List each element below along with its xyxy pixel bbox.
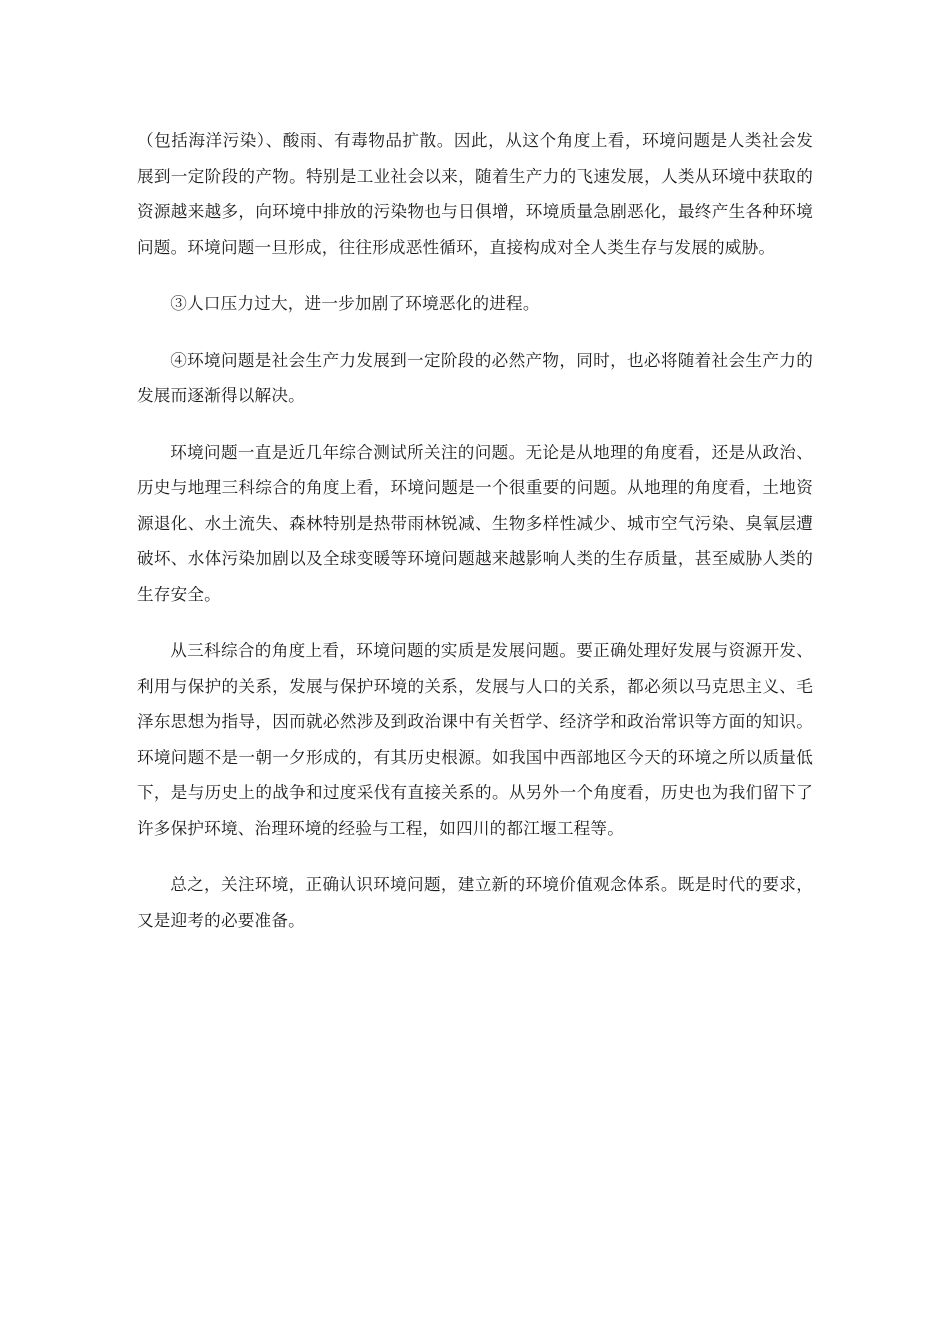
document-body	[137, 123, 813, 959]
paragraph-geography: 环境问题一直是近几年综合测试所关注的问题。无论是从地理的角度看，还是从政治、历史与地理三科综合的角度上看，环境问题是一个很重要的问题。从地理的角度看，土地资源退化、水土流失、森林特别是热带雨林锐减、生物多样性减少、城市空气污染、臭氧层遭破坏、水体污染加剧以及全球变暖等环境问题越来越影响人类的生存质量，甚至威胁人类的生存安全。	[137, 442, 813, 604]
paragraph-three-subjects: 从三科综合的角度上看，环境问题的实质是发展问题。要正确处理好发展与资源开发、利用与保护的关系，发展与保护环境的关系，发展与人口的关系，都必须以马克思主义、毛泽东思想为指导，因而就必然涉及到政治课中有关哲学、经济学和政治常识等方面的知识。环境问题不是一朝一夕形成的，有其历史根源。如我国中西部地区今天的环境之所以质量低下，是与历史上的战争和过度采伐有直接关系的。从另外一个角度看，历史也为我们留下了许多保护环境、治理环境的经验与工程，如四川的都江堰工程等。	[137, 641, 813, 838]
paragraph-continued: （包括海洋污染）、酸雨、有毒物品扩散。因此，从这个角度上看，环境问题是人类社会发展到一定阶段的产物。特别是工业社会以来，随着生产力的飞速发展，人类从环境中获取的资源越来越多，向环境中排放的污染物也与日俱增，环境质量急剧恶化，最终产生各种环境问题。环境问题一旦形成，往往形成恶性循环，直接构成对全人类生存与发展的威胁。	[137, 131, 813, 257]
paragraph-point-3: ③人口压力过大，进一步加剧了环境恶化的进程。	[170, 294, 540, 313]
paragraph-point-4: ④环境问题是社会生产力发展到一定阶段的必然产物，同时，也必将随着社会生产力的发展而逐渐得以解决。	[137, 350, 813, 405]
paragraph-conclusion: 总之，关注环境，正确认识环境问题，建立新的环境价值观念体系。既是时代的要求，又是迎考的必要准备。	[137, 875, 813, 930]
